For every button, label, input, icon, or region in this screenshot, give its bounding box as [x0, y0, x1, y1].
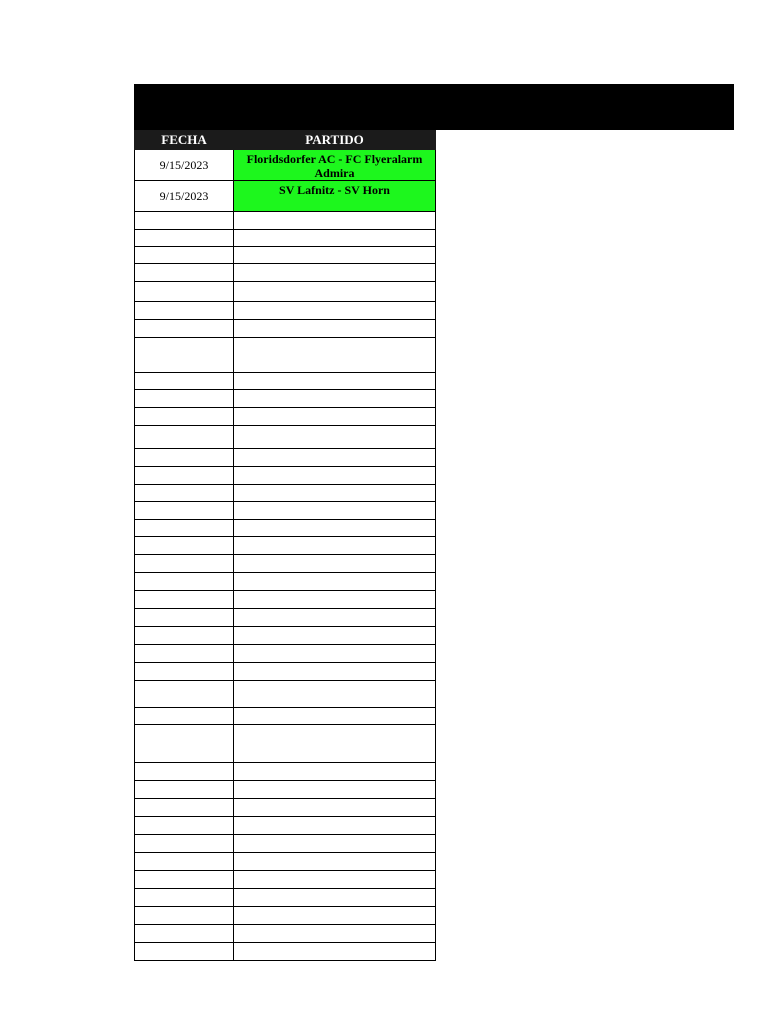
cell-partido[interactable] — [234, 799, 436, 817]
cell-fecha[interactable] — [135, 609, 234, 627]
cell-partido[interactable] — [234, 408, 436, 426]
cell-partido[interactable] — [234, 763, 436, 781]
table-row — [135, 320, 436, 338]
cell-fecha[interactable] — [135, 591, 234, 609]
cell-partido[interactable] — [234, 449, 436, 467]
table-row — [135, 853, 436, 871]
cell-fecha[interactable] — [135, 871, 234, 889]
cell-fecha[interactable] — [135, 889, 234, 907]
table-row — [135, 681, 436, 708]
cell-fecha[interactable] — [135, 247, 234, 264]
cell-partido[interactable] — [234, 627, 436, 645]
table-row — [135, 871, 436, 889]
table-row — [135, 817, 436, 835]
table-row — [135, 264, 436, 282]
cell-partido[interactable] — [234, 817, 436, 835]
table-row — [135, 537, 436, 555]
table-row — [135, 302, 436, 320]
table-row — [135, 609, 436, 627]
cell-partido[interactable] — [234, 708, 436, 725]
cell-fecha[interactable] — [135, 708, 234, 725]
cell-fecha[interactable] — [135, 212, 234, 230]
cell-fecha[interactable] — [135, 520, 234, 537]
table-row — [135, 485, 436, 502]
table-row — [135, 835, 436, 853]
cell-fecha[interactable] — [135, 835, 234, 853]
cell-partido[interactable] — [234, 555, 436, 573]
table-row — [135, 520, 436, 537]
cell-fecha[interactable] — [135, 943, 234, 961]
cell-fecha[interactable] — [135, 853, 234, 871]
cell-partido[interactable] — [234, 485, 436, 502]
cell-partido[interactable] — [234, 573, 436, 591]
cell-fecha[interactable] — [135, 264, 234, 282]
table-row — [135, 889, 436, 907]
table-row — [135, 230, 436, 247]
cell-partido[interactable] — [234, 282, 436, 302]
table-row — [135, 573, 436, 591]
cell-fecha[interactable] — [135, 502, 234, 520]
table-row — [135, 627, 436, 645]
table-row — [135, 338, 436, 373]
cell-partido[interactable] — [234, 373, 436, 390]
cell-fecha[interactable] — [135, 627, 234, 645]
cell-fecha[interactable] — [135, 390, 234, 408]
table-row — [135, 725, 436, 763]
cell-fecha[interactable] — [135, 907, 234, 925]
cell-fecha[interactable] — [135, 817, 234, 835]
cell-partido[interactable] — [234, 663, 436, 681]
cell-partido[interactable]: Floridsdorfer AC - FC Flyeralarm Admira — [234, 150, 436, 181]
cell-partido[interactable] — [234, 725, 436, 763]
table-row — [135, 591, 436, 609]
column-header-fecha: FECHA — [135, 131, 234, 150]
cell-partido[interactable] — [234, 591, 436, 609]
table-row — [135, 467, 436, 485]
cell-partido[interactable] — [234, 645, 436, 663]
cell-partido[interactable] — [234, 537, 436, 555]
table-row — [135, 373, 436, 390]
cell-partido[interactable] — [234, 426, 436, 449]
cell-fecha[interactable] — [135, 763, 234, 781]
table-row — [135, 663, 436, 681]
table-row — [135, 799, 436, 817]
cell-partido[interactable] — [234, 338, 436, 373]
cell-partido[interactable] — [234, 230, 436, 247]
cell-partido[interactable] — [234, 943, 436, 961]
cell-fecha[interactable] — [135, 725, 234, 763]
table-row — [135, 150, 436, 181]
cell-partido[interactable] — [234, 247, 436, 264]
cell-partido[interactable] — [234, 302, 436, 320]
header-row — [135, 131, 436, 150]
cell-partido[interactable] — [234, 609, 436, 627]
cell-partido[interactable] — [234, 212, 436, 230]
cell-fecha[interactable] — [135, 925, 234, 943]
cell-partido[interactable] — [234, 835, 436, 853]
table-row — [135, 449, 436, 467]
table-row — [135, 708, 436, 725]
table-row — [135, 502, 436, 520]
cell-partido[interactable] — [234, 467, 436, 485]
matches-table — [134, 130, 436, 961]
cell-fecha[interactable] — [135, 799, 234, 817]
table-row — [135, 645, 436, 663]
cell-partido[interactable] — [234, 320, 436, 338]
cell-partido[interactable] — [234, 781, 436, 799]
cell-partido[interactable] — [234, 889, 436, 907]
cell-fecha[interactable] — [135, 338, 234, 373]
cell-fecha[interactable] — [135, 537, 234, 555]
cell-fecha[interactable] — [135, 555, 234, 573]
cell-fecha[interactable] — [135, 320, 234, 338]
cell-fecha[interactable] — [135, 302, 234, 320]
header-banner — [134, 84, 734, 130]
table-row — [135, 555, 436, 573]
cell-fecha[interactable]: 9/15/2023 — [135, 181, 234, 212]
cell-partido[interactable] — [234, 264, 436, 282]
cell-fecha[interactable] — [135, 408, 234, 426]
cell-fecha[interactable] — [135, 373, 234, 390]
table-row — [135, 781, 436, 799]
column-header-partido: PARTIDO — [234, 131, 436, 150]
cell-fecha[interactable] — [135, 573, 234, 591]
cell-partido[interactable]: SV Lafnitz - SV Horn — [234, 181, 436, 212]
table-row — [135, 943, 436, 961]
table-row — [135, 390, 436, 408]
cell-partido[interactable] — [234, 853, 436, 871]
cell-partido[interactable] — [234, 925, 436, 943]
cell-fecha[interactable] — [135, 663, 234, 681]
table-row — [135, 181, 436, 212]
cell-fecha[interactable] — [135, 449, 234, 467]
cell-partido[interactable] — [234, 907, 436, 925]
cell-partido[interactable] — [234, 390, 436, 408]
cell-partido[interactable] — [234, 520, 436, 537]
cell-fecha[interactable] — [135, 681, 234, 708]
cell-fecha[interactable] — [135, 230, 234, 247]
cell-partido[interactable] — [234, 681, 436, 708]
table-row — [135, 925, 436, 943]
table-row — [135, 426, 436, 449]
table-row — [135, 907, 436, 925]
table-row — [135, 408, 436, 426]
cell-fecha[interactable] — [135, 645, 234, 663]
table-body — [135, 150, 436, 961]
cell-fecha[interactable] — [135, 426, 234, 449]
table-row — [135, 763, 436, 781]
cell-fecha[interactable] — [135, 282, 234, 302]
cell-fecha[interactable]: 9/15/2023 — [135, 150, 234, 181]
cell-fecha[interactable] — [135, 485, 234, 502]
cell-fecha[interactable] — [135, 781, 234, 799]
cell-partido[interactable] — [234, 502, 436, 520]
table-row — [135, 247, 436, 264]
table-row — [135, 282, 436, 302]
cell-fecha[interactable] — [135, 467, 234, 485]
table-row — [135, 212, 436, 230]
cell-partido[interactable] — [234, 871, 436, 889]
